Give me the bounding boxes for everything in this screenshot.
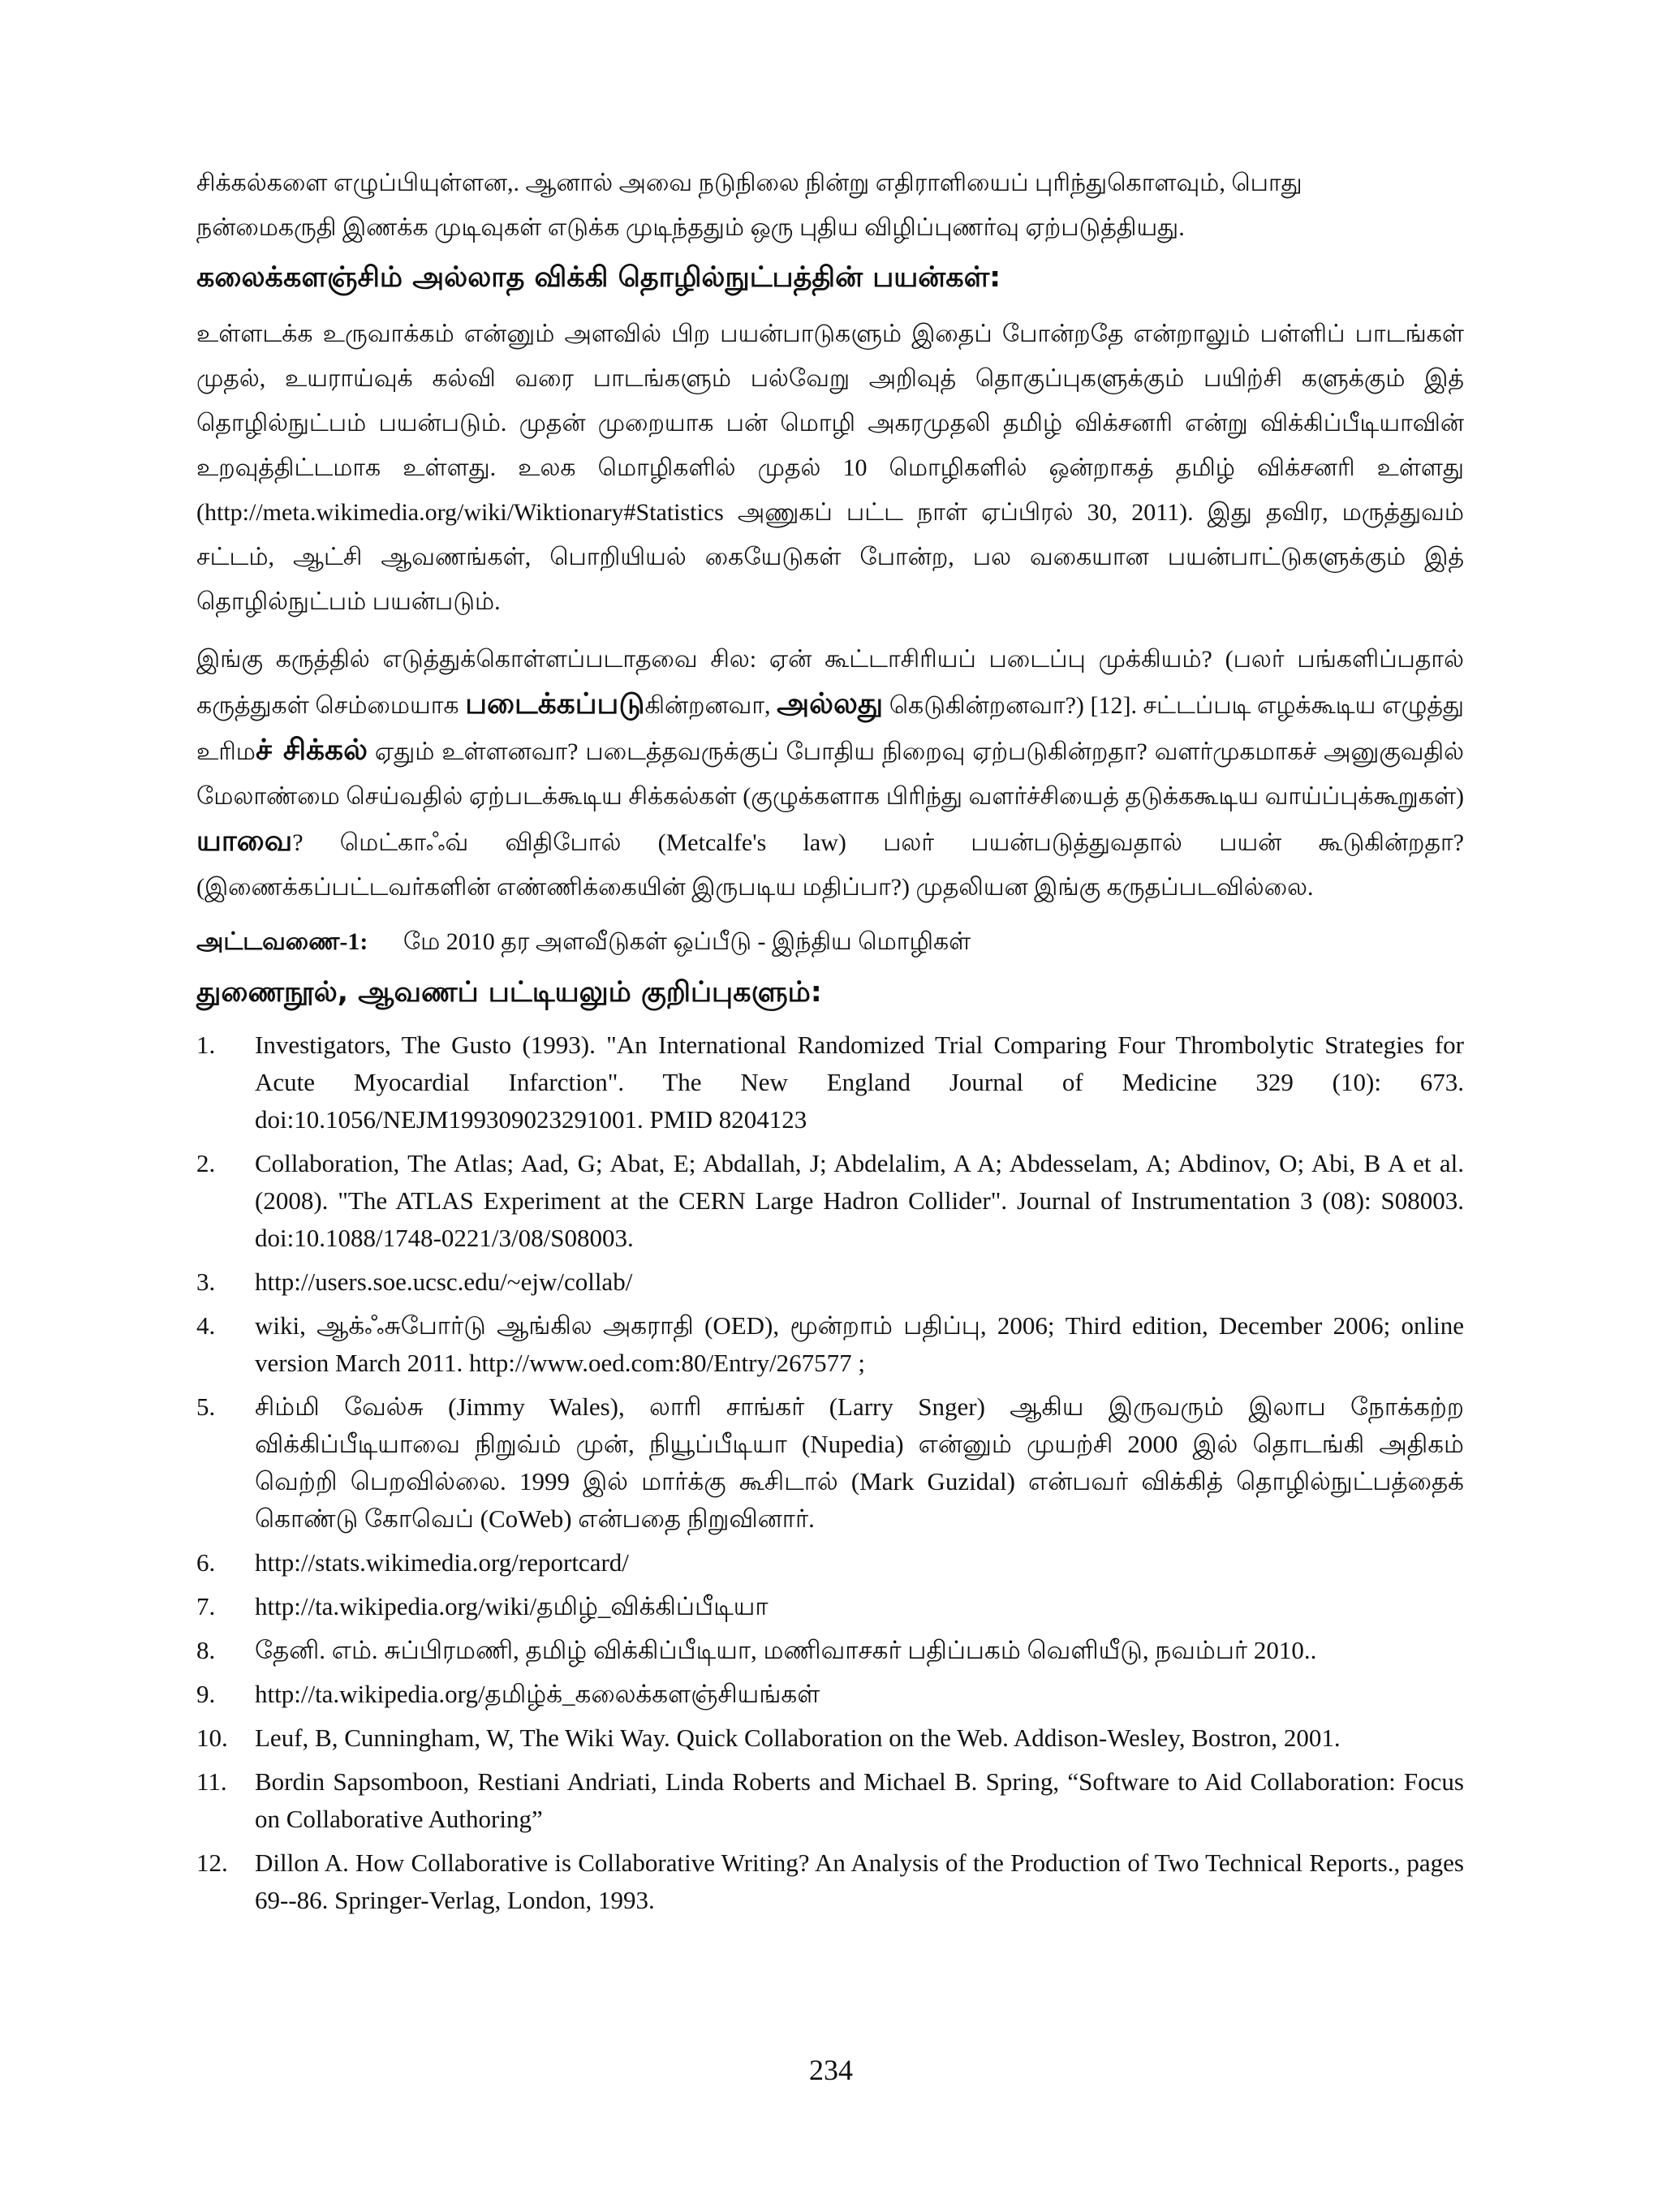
reference-text: Leuf, B, Cunningham, W, The Wiki Way. Quick Collaboration on the Web. Addison-Wesley, Bostron, 2001.	[255, 1724, 1341, 1752]
reference-item	[196, 1763, 1464, 1838]
table-caption-text: மே 2010 தர அளவீடுகள் ஒப்பீடு - இந்திய மொழிகள்	[403, 928, 971, 955]
reference-text: Investigators, The Gusto (1993). "An International Randomized Trial Comparing Four Thrombolytic Strategies for Acute Myocardial Infarction". The New England Journal of Medicine 329 (10): 673. doi:10.1056/NEJM199309023291001. PMID 8204123	[255, 1031, 1464, 1134]
excluded-topics-paragraph	[196, 637, 1464, 910]
reference-text: சிம்மி வேல்சு (Jimmy Wales), லாரி சாங்கர் (Larry Snger) ஆகிய இருவரும் இலாப நோக்கற்ற விக்கிப்பீடியாவை நிறுவ்ம் முன், நியூப்பீடியா (Nupedia) என்னும் முயற்சி 2000 இல் தொடங்கி அதிகம் வெற்றி பெறவில்லை. 1999 இல் மார்க்கு கூசிடால் (Mark Guzidal) என்பவர் விக்கித் தொழில்நுட்பத்தைக் கொண்டு கோவெப் (CoWeb) என்பதை நிறுவினார்.	[255, 1392, 1464, 1533]
reference-number: 11.	[196, 1767, 227, 1796]
reference-number: 3.	[196, 1267, 216, 1296]
reference-number: 8.	[196, 1636, 216, 1664]
reference-number: 1.	[196, 1031, 216, 1059]
reference-number: 5.	[196, 1392, 216, 1421]
reference-item	[196, 1588, 1464, 1625]
references-heading: துணைநூல், ஆவணப் பட்டியலும் குறிப்புகளும்:	[196, 976, 822, 1009]
reference-text: Collaboration, The Atlas; Aad, G; Abat, E; Abdallah, J; Abdelalim, A A; Abdesselam, A; Abdinov, O; Abi, B A et al. (2008). "The ATLAS Experiment at the CERN Large Hadron Collider". Journal of Instrumentation 3 (08): S08003. doi:10.1088/1748-0221/3/08/S08003.	[255, 1149, 1464, 1252]
reference-number: 6.	[196, 1548, 216, 1577]
reference-text: wiki, ஆக்ஃசுபோர்டு ஆங்கில அகராதி (OED), மூன்றாம் பதிப்பு, 2006; Third edition, December 2006; online version March 2011. http://www.oed.com:80/Entry/267577 ;	[255, 1311, 1464, 1377]
intro-line-2: நன்மைகருதி இணக்க முடிவுகள் எடுக்க முடிந்ததும் ஒரு புதிய விழிப்புணர்வு ஏற்படுத்தியது.	[196, 214, 1185, 241]
reference-number: 10.	[196, 1724, 228, 1752]
emphasis-yaavai: யாவை	[196, 824, 293, 858]
reference-item	[196, 1307, 1464, 1382]
excluded-text-4: ஏதும் உள்ளனவா? படைத்தவருக்குப் போதிய நிறைவு ஏற்படுகின்றதா? வளர்முகமாகச் அனுகுவதில் மேலாண்மை செய்வதில் ஏற்படக்கூடிய சிக்கல்கள் (குழுக்களாக பிரிந்து வளர்ச்சியைத் தடுக்ககூடிய வாய்ப்புக்கூறுகள்)	[196, 738, 1465, 810]
excluded-text-2: கின்றனவா,	[644, 692, 777, 719]
reference-item	[196, 1263, 1464, 1301]
intro-line-1: சிக்கல்களை எழுப்பியுள்ளன,. ஆனால் அவை நடுநிலை நின்று எதிராளியைப் புரிந்துகொளவும், பொது	[196, 170, 1302, 196]
reference-number: 12.	[196, 1848, 228, 1877]
reference-item	[196, 1145, 1464, 1257]
reference-item	[196, 1026, 1464, 1138]
wiki-uses-paragraph: உள்ளடக்க உருவாக்கம் என்னும் அளவில் பிற பயன்பாடுகளும் இதைப் போன்றதே என்றாலும் பள்ளிப் பாடங்கள் முதல், உயராய்வுக் கல்வி வரை பாடங்களும் பல்வேறு அறிவுத் தொகுப்புகளுக்கும் பயிற்சி களுக்கும் இத் தொழில்நுட்பம் பயன்படும். முதன் முறையாக பன் மொழி அகரமுதலி தமிழ் விக்சனரி என்று விக்கிப்பீடியாவின் உறவுத்திட்டமாக உள்ளது. உலக மொழிகளில் முதல் 10 மொழிகளில் ஒன்றாகத் தமிழ் விக்சனரி உள்ளது (http://meta.wikimedia.org/wiki/Wiktionary#Statistics அணுகப் பட்ட நாள் ஏப்பிரல் 30, 2011). இது தவிர, மருத்துவம் சட்டம், ஆட்சி ஆவணங்கள், பொறியியல் கையேடுகள் போன்ற, பல வகையான பயன்பாட்டுகளுக்கும் இத் தொழில்நுட்பம் பயன்படும்.	[196, 321, 1464, 615]
emphasis-allathu: அல்லது	[777, 687, 884, 721]
reference-number: 2.	[196, 1149, 216, 1177]
reference-number: 9.	[196, 1680, 216, 1708]
excluded-text-3: கெடுகின்றனவா?) [12]. சட்டப்படி எழக்கூடிய எழுத்து உரிம	[196, 692, 1464, 765]
reference-item	[196, 1388, 1464, 1538]
page-number: 234	[809, 2054, 853, 2086]
table-caption-label: அட்டவணை-1:	[196, 928, 368, 955]
table-caption	[196, 923, 1464, 962]
emphasis-sikkal: ச் சிக்கல்	[255, 734, 368, 767]
intro-paragraph	[196, 161, 1464, 250]
reference-item	[196, 1676, 1464, 1713]
excluded-text-5: ? மெட்காஃவ் விதிபோல் (Metcalfe's law) பலர் பயன்படுத்துவதால் பயன் கூடுகின்றதா? (இணைக்கப்பட்டவர்களின் எண்ணிக்கையின் இருபடிய மதிப்பா?) முதலியன இங்கு கருதப்படவில்லை.	[196, 829, 1464, 901]
reference-text: தேனி. எம். சுப்பிரமணி, தமிழ் விக்கிப்பீடியா, மணிவாசகர் பதிப்பகம் வெளியீடு, நவம்பர் 2010..	[255, 1636, 1317, 1664]
reference-text: Bordin Sapsomboon, Restiani Andriati, Linda Roberts and Michael B. Spring, “Software to Aid Collaboration: Focus on Collaborative Authoring”	[255, 1767, 1464, 1833]
reference-link[interactable]: http://stats.wikimedia.org/reportcard/	[255, 1548, 629, 1577]
section-heading-wiki-uses: கலைக்களஞ்சிம் அல்லாத விக்கி தொழில்நுட்பத்தின் பயன்கள்:	[196, 261, 1001, 294]
reference-item	[196, 1844, 1464, 1919]
references-list	[196, 1026, 1464, 1919]
reference-item	[196, 1544, 1464, 1582]
reference-link[interactable]: http://users.soe.ucsc.edu/~ejw/collab/	[255, 1267, 633, 1296]
reference-number: 7.	[196, 1592, 216, 1620]
page-content	[196, 161, 1464, 1926]
reference-number: 4.	[196, 1311, 216, 1340]
excluded-text-1: இங்கு கருத்தில் எடுத்துக்கொள்ளப்படாதவை சில: ஏன் கூட்டாசிரியப் படைப்பு முக்கியம்? (பலர் பங்களிப்பதால் கருத்துகள் செம்மையாக	[196, 646, 1464, 719]
reference-link[interactable]: http://ta.wikipedia.org/wiki/தமிழ்_விக்கிப்பீடியா	[255, 1592, 769, 1620]
reference-link[interactable]: http://ta.wikipedia.org/தமிழ்க்_கலைக்களஞ்சியங்கள்	[255, 1680, 820, 1708]
emphasis-padaikkappadu: படைக்கப்படு	[465, 687, 645, 721]
reference-text: Dillon A. How Collaborative is Collaborative Writing? An Analysis of the Production of Two Technical Reports., pages 69--86. Springer-Verlag, London, 1993.	[255, 1848, 1464, 1914]
reference-item	[196, 1719, 1464, 1757]
reference-item	[196, 1632, 1464, 1669]
